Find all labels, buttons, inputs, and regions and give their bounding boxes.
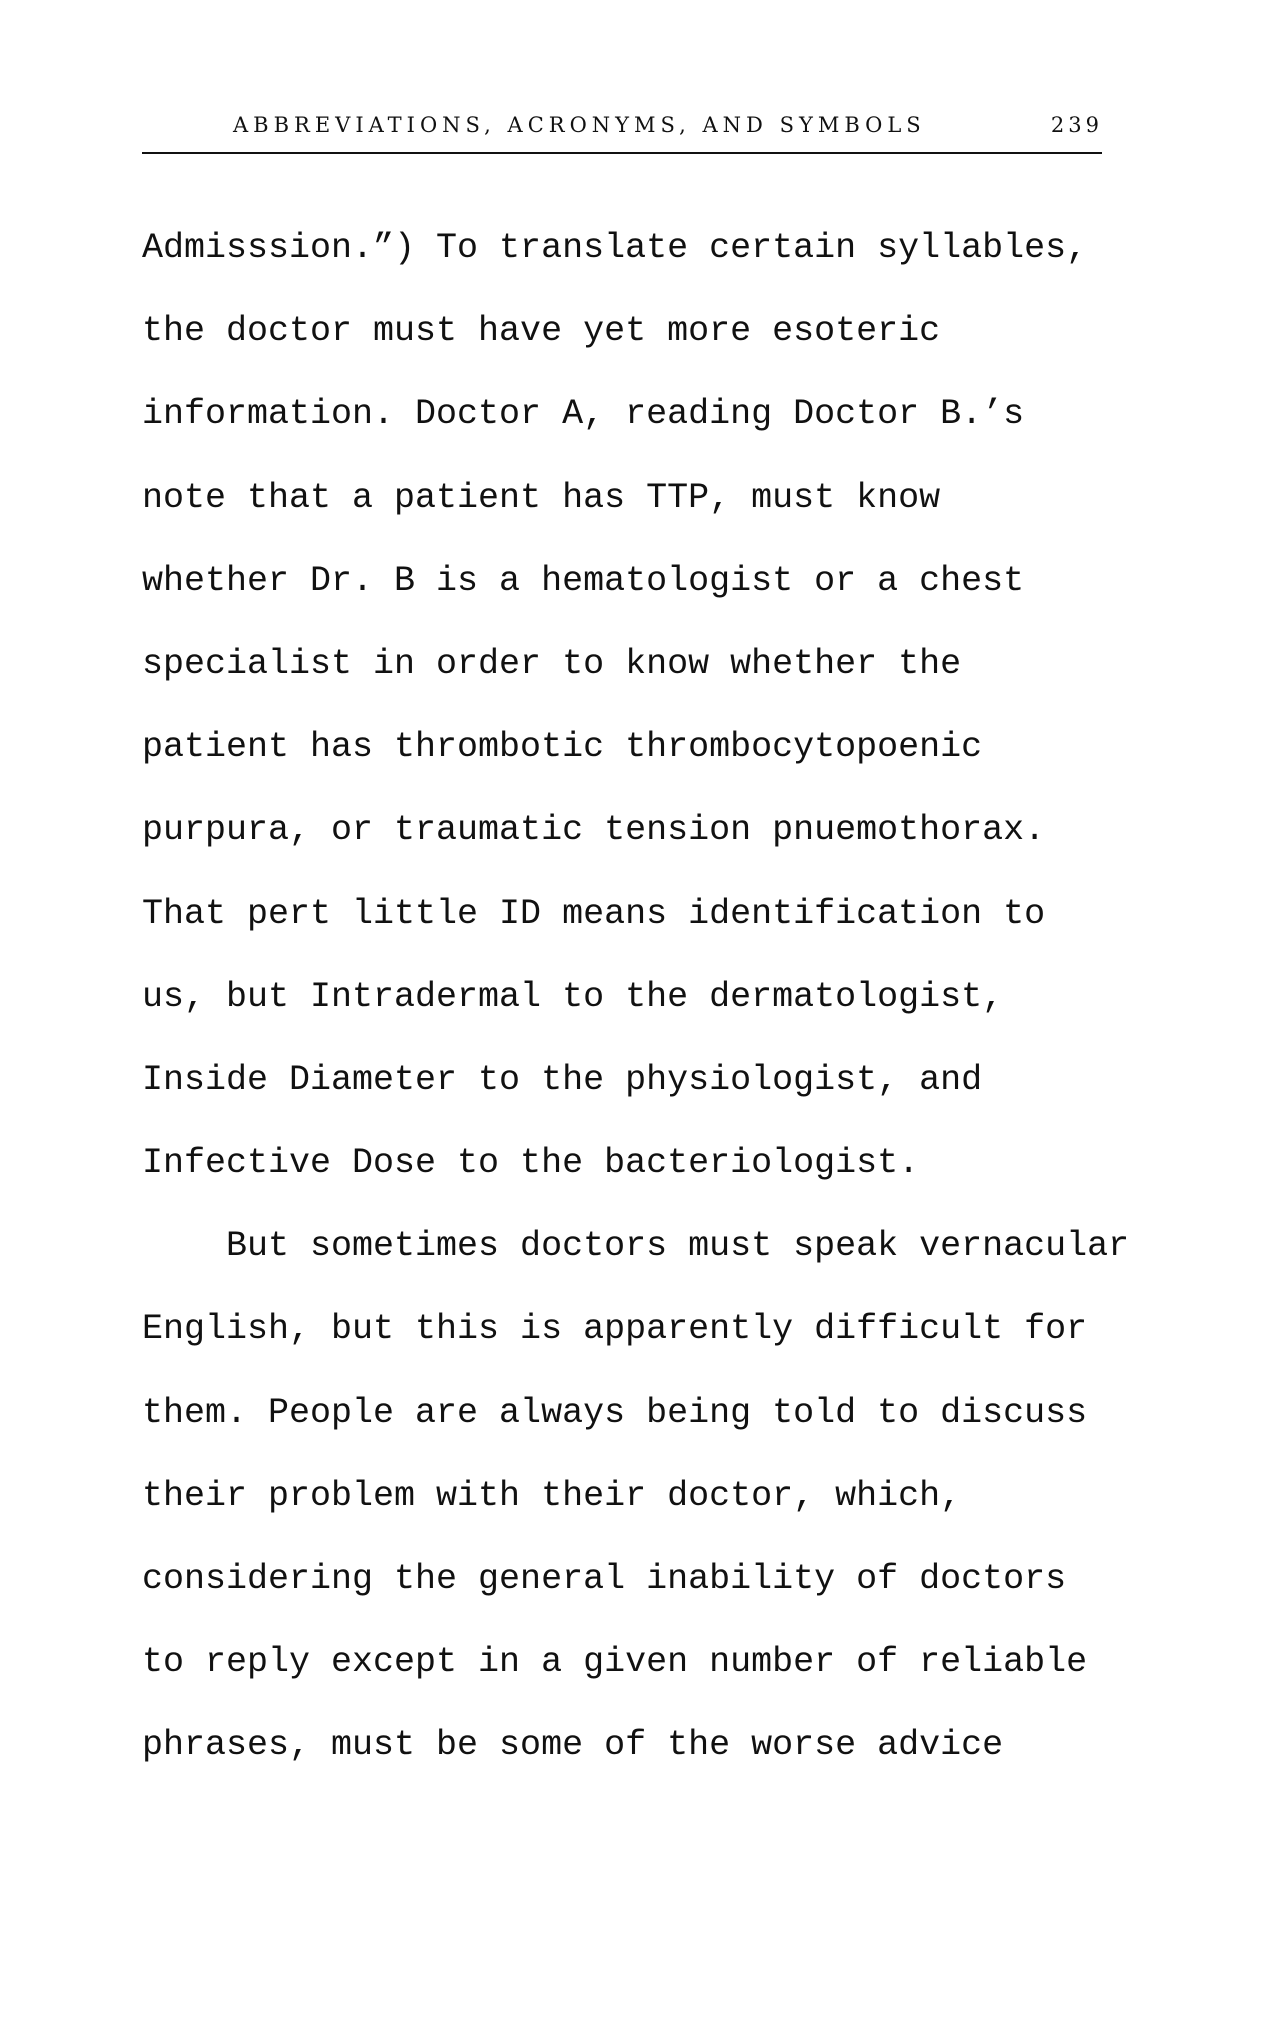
text-line: purpura, or traumatic tension pnuemothorax. xyxy=(142,810,1046,851)
text-line: to reply except in a given number of reliable xyxy=(142,1642,1088,1683)
paragraph-first-line: But sometimes doctors must speak vernacular xyxy=(142,1226,1130,1267)
text-line: specialist in order to know whether the xyxy=(142,643,962,684)
text-line: note that a patient has TTP, must know xyxy=(142,477,941,518)
text-line: That pert little ID means identification to xyxy=(142,893,1046,934)
text-line: whether Dr. B is a hematologist or a chest xyxy=(142,560,1025,601)
text-line: information. Doctor A, reading Doctor B.’s xyxy=(142,394,1025,435)
text-line: Inside Diameter to the physiologist, and xyxy=(142,1059,983,1100)
text-line: English, but this is apparently difficult for xyxy=(142,1309,1088,1350)
text-line: them. People are always being told to discuss xyxy=(142,1392,1088,1433)
running-head-title: ABBREVIATIONS, ACRONYMS, AND SYMBOLS xyxy=(233,113,926,137)
text-line: patient has thrombotic thrombocytopoenic xyxy=(142,727,983,768)
text-line: phrases, must be some of the worse advice xyxy=(142,1725,1004,1766)
text-line: the doctor must have yet more esoteric xyxy=(142,311,941,352)
text-line: Infective Dose to the bacteriologist. xyxy=(142,1143,920,1184)
header-rule xyxy=(142,152,1102,154)
text-line: considering the general inability of doctors xyxy=(142,1559,1067,1599)
text-line: their problem with their doctor, which, xyxy=(142,1475,962,1516)
text-line: us, but Intradermal to the dermatologist, xyxy=(142,976,1004,1017)
body-text xyxy=(142,220,1262,1801)
page-number: 239 xyxy=(1050,113,1103,137)
text-line: Admisssion.”) To translate certain syllables, xyxy=(142,228,1088,268)
